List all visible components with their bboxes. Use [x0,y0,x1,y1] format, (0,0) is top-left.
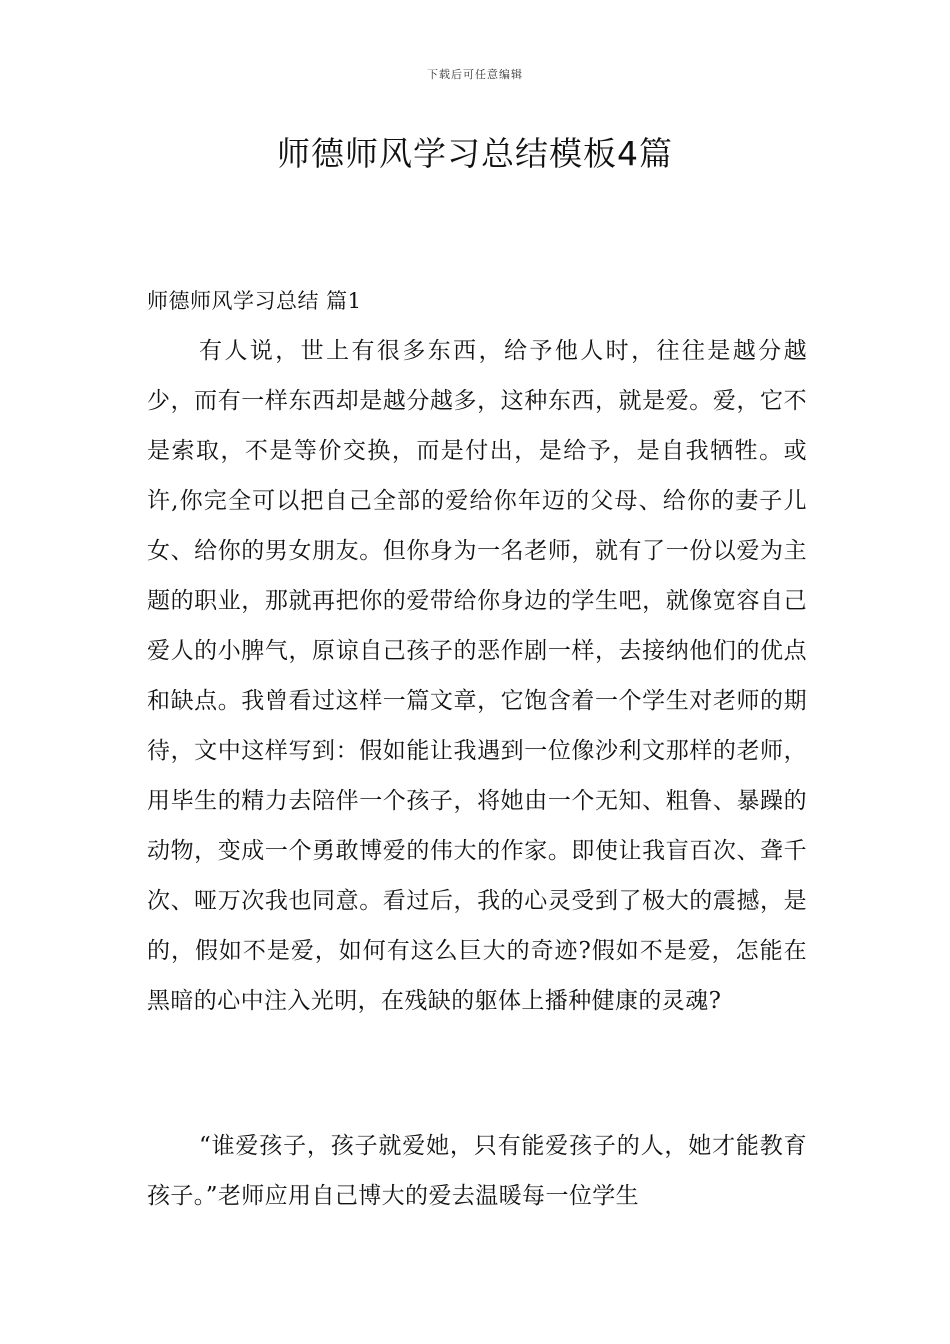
body-paragraph: “谁爱孩子，孩子就爱她，只有能爱孩子的人，她才能教育孩子。”老师应用自己博大的爱去温暖每一位学生 [147,1133,807,1209]
section-heading: 师德师风学习总结 篇1 [147,289,362,313]
document-title: 师德师风学习总结模板4篇 [277,134,673,173]
header-note: 下载后可任意编辑 [427,68,523,81]
body-paragraph: 有人说，世上有很多东西，给予他人时，往往是越分越少，而有一样东西却是越分越多，这种东西，就是爱。爱，它不是索取，不是等价交换，而是付出，是给予，是自我牺牲。或许,你完全可以把自己全部的爱给你年迈的父母、给你的妻子儿女、给你的男女朋友。但你身为一名老师，就有了一份以爱为主题的职业，那就再把你的爱带给你身边的学生吧，就像宽容自己爱人的小脾气，原谅自己孩子的恶作剧一样，去接纳他们的优点和缺点。我曾看过这样一篇文章，它饱含着一个学生对老师的期待，文中这样写到：假如能让我遇到一位像沙利文那样的老师，用毕生的精力去陪伴一个孩子，将她由一个无知、粗鲁、暴躁的动物，变成一个勇敢博爱的伟大的作家。即使让我盲百次、聋千次、哑万次我也同意。看过后，我的心灵受到了极大的震撼，是的，假如不是爱，如何有这么巨大的奇迹?假如不是爱，怎能在黑暗的心中注入光明，在残缺的躯体上播种健康的灵魂? [147,338,807,1014]
